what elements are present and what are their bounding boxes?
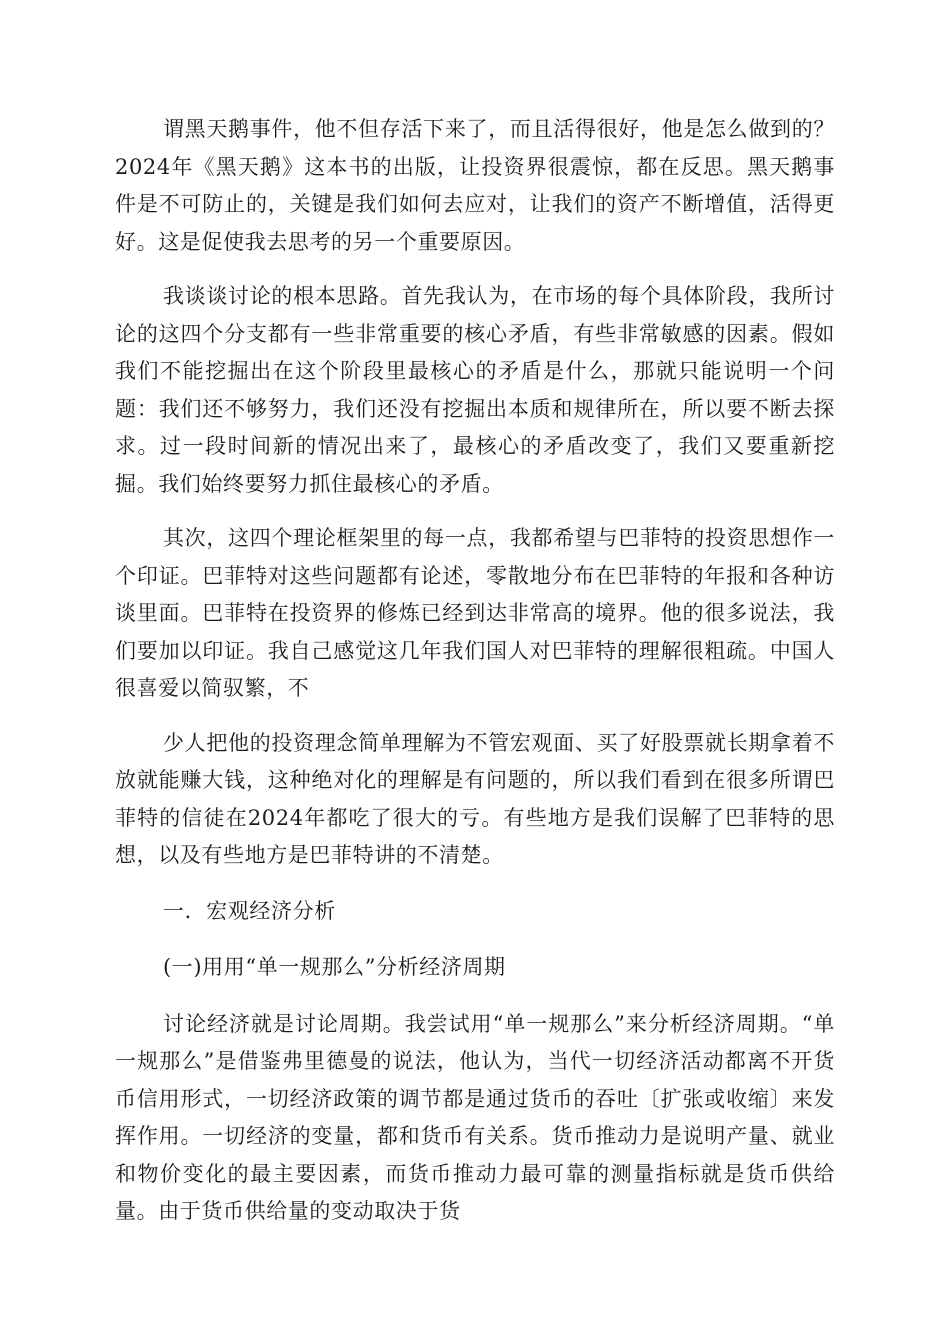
paragraph-buffett-misunderstanding: 少人把他的投资理念简单理解为不管宏观面、买了好股票就长期拿着不放就能赚大钱，这种绝对化的理解是有问题的，所以我们看到在很多所谓巴菲特的信徒在2024年都吃了很大的亏。有些地方是我们误解了巴菲特的思想，以及有些地方是巴菲特讲的不清楚。 bbox=[115, 730, 835, 867]
subsection-heading-economic-cycle: (一)用用“单一规那么”分析经济周期 bbox=[163, 955, 506, 979]
paragraph-basic-approach: 我谈谈讨论的根本思路。首先我认为，在市场的每个具体阶段，我所讨论的这四个分支都有一些非常重要的核心矛盾，有些非常敏感的因素。假如我们不能挖掘出在这个阶段里最核心的矛盾是什么，那就只能说明一个问题：我们还不够努力，我们还没有挖掘出本质和规律所在，所以要不断去探求。过一段时间新的情况出来了，最核心的矛盾改变了，我们又要重新挖掘。我们始终要努力抓住最核心的矛盾。 bbox=[115, 284, 835, 496]
paragraph-economic-cycle: 讨论经济就是讨论周期。我尝试用“单一规那么”来分析经济周期。“单一规那么”是借鉴弗里德曼的说法，他认为，当代一切经济活动都离不开货币信用形式，一切经济政策的调节都是通过货币的吞吐〔扩张或收缩〕来发挥作用。一切经济的变量，都和货币有关系。货币推动力是说明产量、就业和物价变化的最主要因素，而货币推动力最可靠的测量指标就是货币供给量。由于货币供给量的变动取决于货 bbox=[115, 1011, 835, 1223]
paragraph-black-swan: 谓黑天鹅事件，他不但存活下来了，而且活得很好，他是怎么做到的？2024年《黑天鹅》这本书的出版，让投资界很震惊，都在反思。黑天鹅事件是不可防止的，关键是我们如何去应对，让我们的资产不断增值，活得更好。这是促使我去思考的另一个重要原因。 bbox=[115, 117, 835, 254]
section-heading-macroeconomic-analysis: 一．宏观经济分析 bbox=[163, 898, 336, 923]
document-body bbox=[115, 111, 835, 1248]
paragraph-buffett-verification: 其次，这四个理论框架里的每一点，我都希望与巴菲特的投资思想作一个印证。巴菲特对这些问题都有论述，零散地分布在巴菲特的年报和各种访谈里面。巴菲特在投资界的修炼已经到达非常高的境界。他的很多说法，我们要加以印证。我自己感觉这几年我们国人对巴菲特的理解很粗疏。中国人很喜爱以简驭繁，不 bbox=[115, 526, 835, 700]
